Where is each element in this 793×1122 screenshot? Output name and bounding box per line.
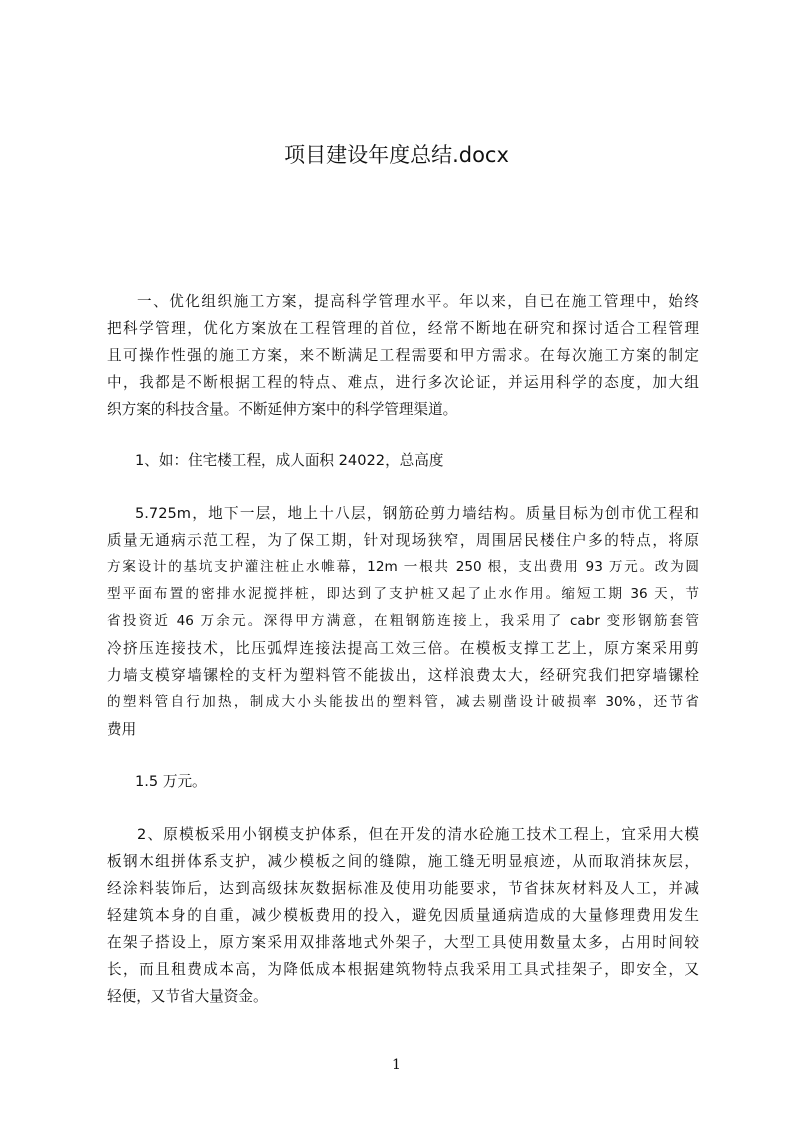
paragraph-3 (107, 500, 699, 743)
paragraph-line: 在架子搭设上，原方案采用双排落地式外架子，大型工具使用数量太多，占用时间较 (107, 934, 699, 951)
paragraph-line: 费用 (107, 721, 137, 738)
paragraph-1 (107, 288, 699, 423)
page-number: 1 (392, 1057, 401, 1073)
paragraph-line: 轻建筑本身的自重，减少模板费用的投入，避免因质量通病造成的大量修理费用发生 (107, 907, 699, 924)
paragraph-line: 型平面布置的密排水泥搅拌桩，即达到了支护桩又起了止水作用。缩短工期 36 天，节 (107, 586, 699, 602)
paragraph-line: 长，而且租费成本高，为降低成本根据建筑物特点我采用工具式挂架子，即安全，又 (107, 961, 699, 978)
paragraph-line: 板钢木组拼体系支护，减少模板之间的缝隙，施工缝无明显痕迹，从而取消抹灰层， (107, 853, 699, 870)
paragraph-line: 2、原模板采用小钢模支护体系，但在开发的清水砼施工技术工程上，宜采用大模 (137, 826, 699, 843)
paragraph-line: 织方案的科技含量。不断延伸方案中的科学管理渠道。 (107, 401, 458, 418)
paragraph-line: 的塑料管自行加热，制成大小头能拔出的塑料管，减去剔凿设计破损率 30%，还节省 (107, 694, 699, 710)
paragraph-line: 方案设计的基坑支护灌注桩止水帷幕，12m 一根共 250 根，支出费用 93 万元。改为圆 (107, 559, 699, 575)
paragraph-line: 经涂料装饰后，达到高级抹灰数据标准及使用功能要求，节省抹灰材料及人工，并减 (107, 880, 699, 897)
document-title: 项目建设年度总结.docx (284, 143, 509, 167)
paragraph-line: 轻便，又节省大量资金。 (107, 988, 268, 1005)
paragraph-line: 力墙支模穿墙镙栓的支杆为塑料管不能拔出，这样浪费太大，经研究我们把穿墙镙栓 (107, 667, 699, 684)
paragraph-line: 1.5 万元。 (135, 773, 207, 790)
paragraph-4 (107, 768, 699, 795)
paragraph-line: 且可操作性强的施工方案，来不断满足工程需要和甲方需求。在每次施工方案的制定 (107, 347, 699, 364)
paragraph-5 (107, 821, 699, 1010)
paragraph-line: 5.725m，地下一层，地上十八层，钢筋砼剪力墙结构。质量目标为创市优工程和 (135, 505, 699, 522)
paragraph-line: 省投资近 46 万余元。深得甲方满意，在粗钢筋连接上，我采用了 cabr 变形钢筋套管 (107, 613, 699, 629)
paragraph-line: 中，我都是不断根据工程的特点、难点，进行多次论证，并运用科学的态度，加大组 (107, 374, 699, 391)
paragraph-line: 冷挤压连接技术，比压弧焊连接法提高工效三倍。在模板支撑工艺上，原方案采用剪 (107, 640, 699, 657)
paragraph-line: 一、优化组织施工方案，提高科学管理水平。年以来，自已在施工管理中，始终 (137, 293, 699, 310)
paragraph-line: 1、如：住宅楼工程，成人面积 24022，总高度 (135, 452, 444, 469)
paragraph-2 (107, 447, 699, 474)
paragraph-line: 质量无通病示范工程，为了保工期，针对现场狭窄，周围居民楼住户多的特点，将原 (107, 532, 699, 549)
paragraph-line: 把科学管理，优化方案放在工程管理的首位，经常不断地在研究和探讨适合工程管理 (107, 320, 699, 337)
